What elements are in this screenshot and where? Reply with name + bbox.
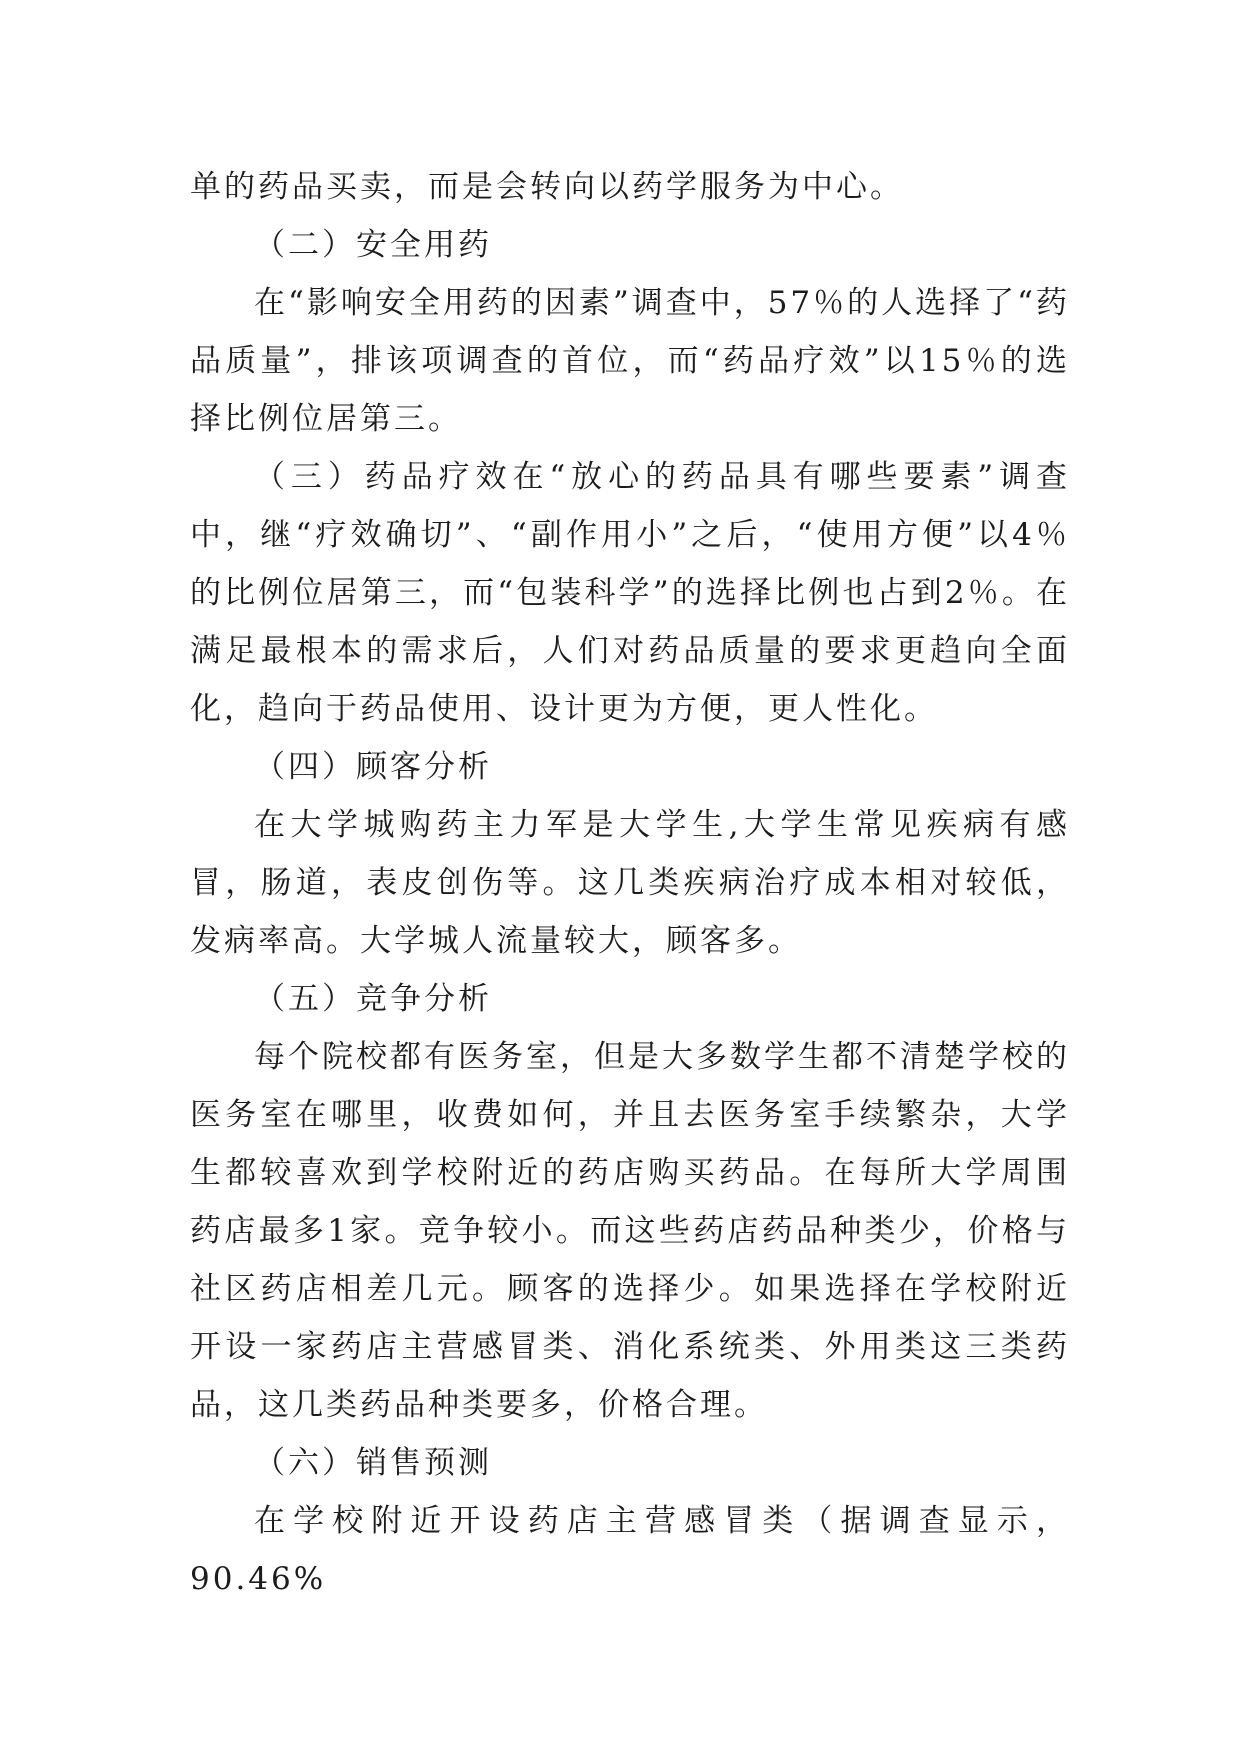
paragraph-safe-medication: 在“影响安全用药的因素”调查中，57％的人选择了“药品质量”，排该项调查的首位，而“药品疗效”以15％的选择比例位居第三。 (190, 285, 1070, 437)
document-body (190, 158, 1070, 1608)
paragraph-continuation: 单的药品买卖，而是会转向以药学服务为中心。 (190, 169, 904, 205)
paragraph-customer-analysis: 在大学城购药主力军是大学生,大学生常见疾病有感冒，肠道，表皮创伤等。这几类疾病治疗成本相对较低，发病率高。大学城人流量较大，顾客多。 (190, 807, 1070, 959)
section-heading-competition-analysis: （五）竞争分析 (254, 981, 492, 1017)
paragraph-sales-forecast: 在学校附近开设药店主营感冒类（据调查显示，90.46% (190, 1503, 1070, 1597)
section-heading-customer-analysis: （四）顾客分析 (254, 749, 492, 785)
section-heading-safe-medication: （二）安全用药 (254, 227, 492, 263)
paragraph-competition-analysis: 每个院校都有医务室，但是大多数学生都不清楚学校的医务室在哪里，收费如何，并且去医务室手续繁杂，大学生都较喜欢到学校附近的药店购买药品。在每所大学周围药店最多1家。竞争较小。而这些药店药品种类少，价格与社区药店相差几元。顾客的选择少。如果选择在学校附近开设一家药店主营感冒类、消化系统类、外用类这三类药品，这几类药品种类要多，价格合理。 (190, 1039, 1070, 1423)
paragraph-drug-efficacy: （三）药品疗效在“放心的药品具有哪些要素”调查中，继“疗效确切”、“副作用小”之后，“使用方便”以4％的比例位居第三，而“包装科学”的选择比例也占到2％。在满足最根本的需求后，人们对药品质量的要求更趋向全面化，趋向于药品使用、设计更为方便，更人性化。 (190, 459, 1070, 727)
section-heading-sales-forecast: （六）销售预测 (254, 1445, 492, 1481)
